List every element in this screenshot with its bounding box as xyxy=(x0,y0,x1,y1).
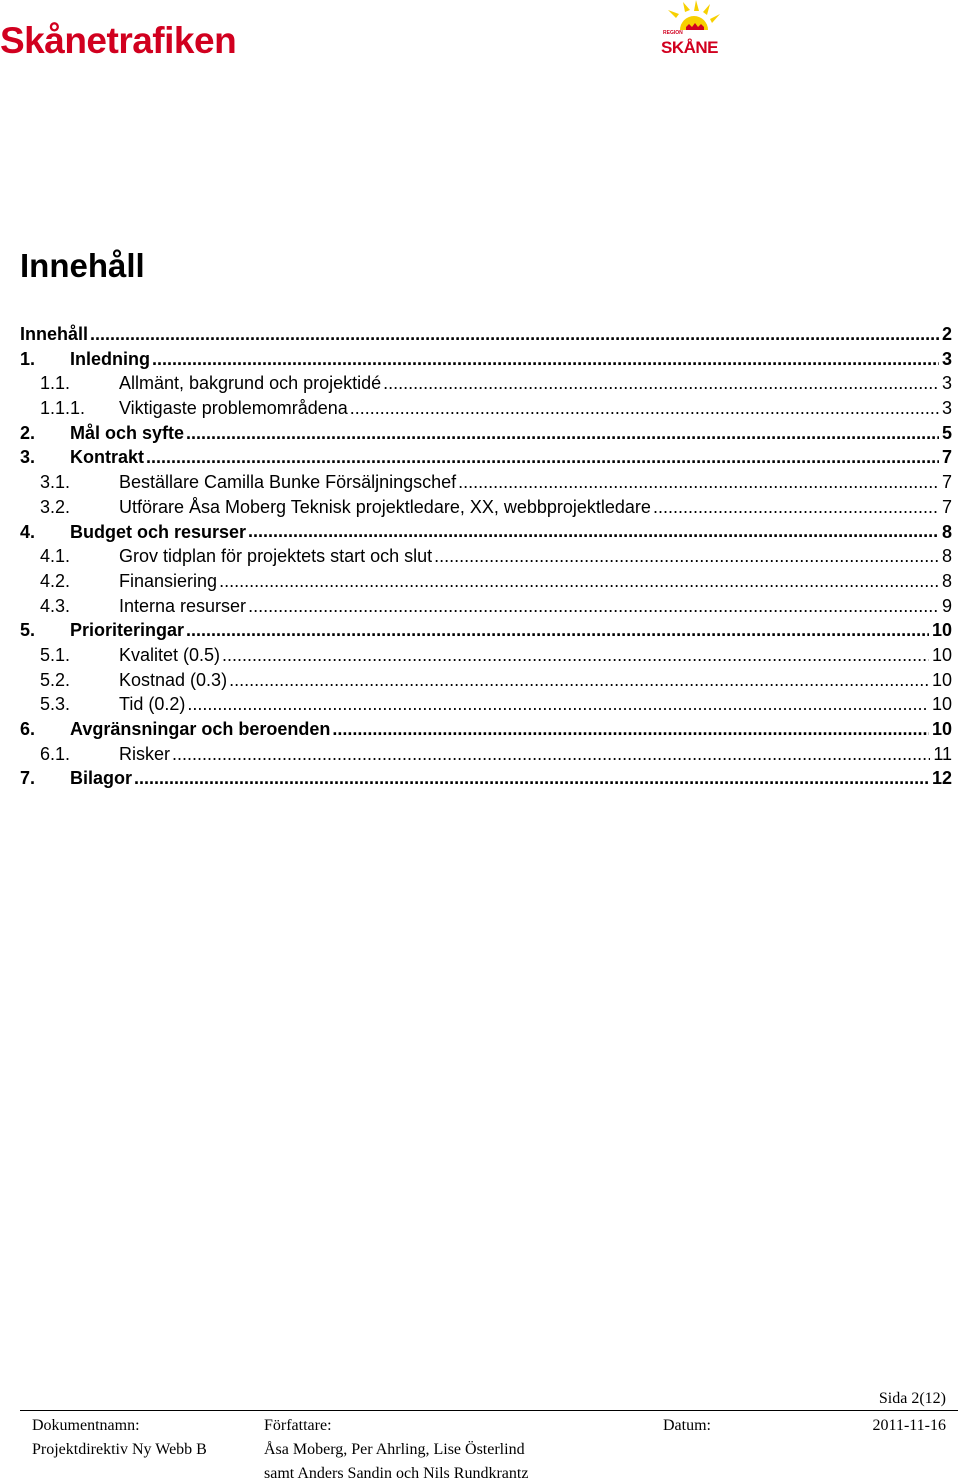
toc-dot-leader xyxy=(172,742,930,767)
toc-entry[interactable] xyxy=(20,470,952,495)
toc-entry[interactable] xyxy=(20,618,952,643)
toc-entry-page: 5 xyxy=(941,422,952,443)
toc-entry-text: Tid (0.2) xyxy=(119,694,186,715)
toc-entry[interactable] xyxy=(20,396,952,421)
toc-dot-leader xyxy=(146,445,939,470)
toc-entry-text: Mål och syfte xyxy=(70,422,185,443)
toc-entry[interactable] xyxy=(20,717,952,742)
toc-entry-number: 3.1. xyxy=(40,472,71,493)
page-indicator: Sida 2(12) xyxy=(878,1390,946,1407)
toc-entry-text: Prioriteringar xyxy=(70,620,185,641)
toc-entry[interactable] xyxy=(20,347,952,372)
toc-entry[interactable] xyxy=(20,495,952,520)
toc-entry[interactable] xyxy=(20,520,952,545)
toc-entry-page: 10 xyxy=(931,644,952,665)
toc-entry-page: 2 xyxy=(941,324,952,344)
toc-dot-leader xyxy=(434,544,939,569)
toc-entry-text: Allmänt, bakgrund och projektidé xyxy=(119,373,382,394)
table-of-contents xyxy=(20,322,952,791)
document-name: Projektdirektiv Ny Webb B xyxy=(32,1441,207,1458)
authors-line-1: Åsa Moberg, Per Ahrling, Lise Österlind xyxy=(264,1441,525,1458)
authors-line-2: samt Anders Sandin och Nils Rundkrantz xyxy=(264,1465,529,1482)
toc-entry-text: Kontrakt xyxy=(70,447,145,468)
toc-dot-leader xyxy=(248,520,939,545)
toc-entry[interactable] xyxy=(20,544,952,569)
region-name: SKÅNE xyxy=(661,38,719,57)
toc-entry[interactable] xyxy=(20,643,952,668)
authors-label: Författare: xyxy=(264,1417,332,1434)
toc-entry-text: Viktigaste problemområdena xyxy=(119,398,348,419)
toc-entry-page: 3 xyxy=(941,373,952,394)
toc-entry-number: 5.3. xyxy=(40,694,71,715)
document-name-label: Dokumentnamn: xyxy=(32,1417,140,1434)
toc-entry-page: 8 xyxy=(941,546,952,567)
toc-entry-number: 4.3. xyxy=(40,595,71,616)
toc-entry-number: 5. xyxy=(20,620,36,641)
toc-entry-text: Kostnad (0.3) xyxy=(119,669,228,690)
toc-dot-leader xyxy=(229,668,929,693)
toc-entry[interactable] xyxy=(20,668,952,693)
toc-entry[interactable] xyxy=(20,594,952,619)
toc-entry-page: 10 xyxy=(931,669,952,690)
toc-entry[interactable] xyxy=(20,692,952,717)
toc-dot-leader xyxy=(134,766,929,791)
toc-entry-number: 3. xyxy=(20,447,36,468)
toc-entry-number: 7. xyxy=(20,768,36,789)
toc-entry-number: 5.1. xyxy=(40,644,71,665)
toc-entry-page: 7 xyxy=(941,472,952,493)
toc-dot-leader xyxy=(332,717,929,742)
toc-entry-page: 8 xyxy=(941,570,952,591)
date-label: Datum: xyxy=(663,1417,711,1434)
toc-entry-text: Grov tidplan för projektets start och slut xyxy=(119,546,433,567)
toc-dot-leader xyxy=(350,396,939,421)
toc-entry-number: 3.2. xyxy=(40,496,71,517)
toc-entry[interactable] xyxy=(20,421,952,446)
toc-entry-number: 4. xyxy=(20,521,36,542)
toc-dot-leader xyxy=(458,470,939,495)
toc-entry-text: Finansiering xyxy=(119,570,218,591)
toc-entry-number: 4.2. xyxy=(40,570,71,591)
toc-entry-text: Avgränsningar och beroenden xyxy=(70,719,331,739)
date: 2011-11-16 xyxy=(872,1417,946,1434)
toc-entry[interactable] xyxy=(20,742,952,767)
toc-entry-text: Interna resurser xyxy=(119,595,247,616)
toc-entry-page: 10 xyxy=(931,620,952,641)
toc-entry-text: Inledning xyxy=(70,348,150,369)
toc-dot-leader xyxy=(186,618,929,643)
toc-dot-leader xyxy=(383,371,939,396)
toc-entry[interactable] xyxy=(20,766,952,791)
toc-entry-text: Innehåll xyxy=(20,324,89,344)
toc-entry-page: 7 xyxy=(941,447,952,468)
toc-entry-text: Kvalitet (0.5) xyxy=(119,644,221,665)
toc-entry-number: 6. xyxy=(20,719,36,739)
toc-dot-leader xyxy=(186,421,939,446)
toc-entry-number: 4.1. xyxy=(40,546,71,567)
toc-entry-number: 6.1. xyxy=(40,743,71,764)
toc-entry-text: Beställare Camilla Bunke Försäljningschef xyxy=(119,472,457,493)
toc-entry-page: 10 xyxy=(931,694,952,715)
toc-entry-number: 2. xyxy=(20,422,36,443)
region-skane-logo xyxy=(658,0,730,62)
toc-dot-leader xyxy=(90,322,939,347)
toc-dot-leader xyxy=(248,594,939,619)
toc-entry-text: Risker xyxy=(119,743,171,764)
skanetrafiken-logo: Skånetrafiken xyxy=(0,20,237,61)
region-prefix: REGION xyxy=(663,30,683,36)
toc-entry-text: Bilagor xyxy=(70,768,133,789)
toc-entry-page: 8 xyxy=(941,521,952,542)
toc-entry-page: 3 xyxy=(941,398,952,419)
toc-dot-leader xyxy=(187,692,929,717)
toc-entry-page: 9 xyxy=(941,595,952,616)
toc-entry-text: Budget och resurser xyxy=(70,521,247,542)
toc-entry-number: 1.1.1. xyxy=(40,398,86,419)
footer-divider xyxy=(20,1410,958,1411)
toc-entry-number: 5.2. xyxy=(40,669,71,690)
toc-entry-number: 1. xyxy=(20,348,36,369)
toc-entry-page: 12 xyxy=(931,768,952,789)
toc-entry-text: Utförare Åsa Moberg Teknisk projektledare, XX, webbprojektledare xyxy=(119,496,651,517)
toc-dot-leader xyxy=(219,569,939,594)
toc-entry[interactable] xyxy=(20,445,952,470)
toc-entry-number: 1.1. xyxy=(40,373,71,394)
toc-dot-leader xyxy=(222,643,929,668)
toc-dot-leader xyxy=(152,347,939,372)
toc-entry-page: 11 xyxy=(933,743,952,764)
page-title: Innehåll xyxy=(20,247,145,284)
toc-entry-page: 7 xyxy=(941,496,952,517)
toc-entry-page: 3 xyxy=(941,348,952,369)
toc-entry[interactable] xyxy=(20,322,952,347)
toc-dot-leader xyxy=(653,495,939,520)
toc-entry-page: 10 xyxy=(931,719,952,739)
toc-entry[interactable] xyxy=(20,569,952,594)
toc-entry[interactable] xyxy=(20,371,952,396)
